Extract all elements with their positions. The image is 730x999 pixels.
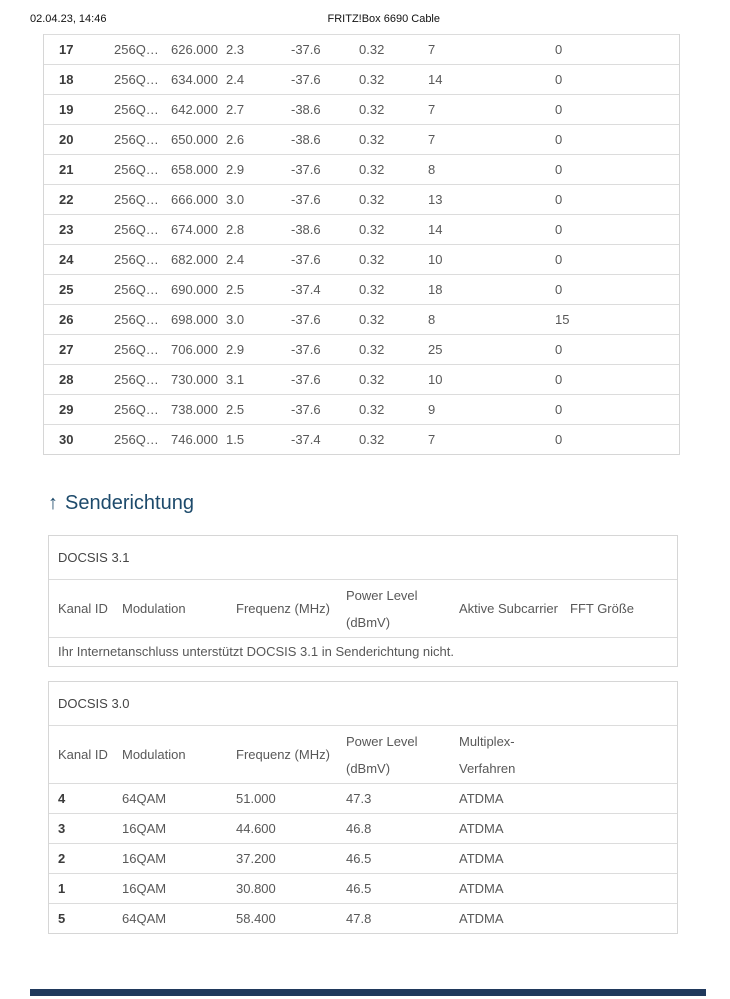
frequency-cell: 37.200 xyxy=(236,851,276,866)
column-header-frequenz: Frequenz (MHz) xyxy=(236,601,330,616)
uncorrectable-errors-cell: 0 xyxy=(555,402,563,417)
latency-cell: 0.32 xyxy=(359,252,385,267)
uncorrectable-errors-cell: 0 xyxy=(555,432,563,447)
mse-cell: -37.6 xyxy=(291,192,321,207)
correctable-errors-cell: 18 xyxy=(428,282,443,297)
mse-cell: -38.6 xyxy=(291,222,321,237)
channel-id-cell: 19 xyxy=(59,102,74,117)
frequency-cell: 738.000 xyxy=(171,402,218,417)
channel-id-cell: 20 xyxy=(59,132,74,147)
upstream-table-row xyxy=(49,813,677,843)
channel-id-cell: 3 xyxy=(58,821,66,836)
latency-cell: 0.32 xyxy=(359,312,385,327)
downstream-table-row xyxy=(44,394,679,424)
latency-cell: 0.32 xyxy=(359,42,385,57)
modulation-cell: 256Q… xyxy=(114,432,159,447)
frequency-cell: 698.000 xyxy=(171,312,218,327)
channel-id-cell: 27 xyxy=(59,342,74,357)
modulation-cell: 16QAM xyxy=(122,881,167,896)
channel-id-cell: 26 xyxy=(59,312,74,327)
correctable-errors-cell: 13 xyxy=(428,192,443,207)
power-level-cell: 2.3 xyxy=(226,42,245,57)
column-header-modulation: Modulation xyxy=(122,747,186,762)
multiplex-cell: ATDMA xyxy=(459,821,504,836)
modulation-cell: 256Q… xyxy=(114,282,159,297)
docsis30-header-row xyxy=(49,726,677,783)
multiplex-cell: ATDMA xyxy=(459,881,504,896)
uncorrectable-errors-cell: 0 xyxy=(555,72,563,87)
latency-cell: 0.32 xyxy=(359,342,385,357)
power-level-cell: 2.5 xyxy=(226,402,245,417)
downstream-table-row xyxy=(44,334,679,364)
uncorrectable-errors-cell: 0 xyxy=(555,42,563,57)
modulation-cell: 256Q… xyxy=(114,42,159,57)
downstream-channels-table xyxy=(43,34,680,455)
column-header-kanal-id: Kanal ID xyxy=(58,747,108,762)
column-header-aktive-subcarrier: Aktive Subcarrier xyxy=(459,601,558,616)
latency-cell: 0.32 xyxy=(359,222,385,237)
downstream-table-row xyxy=(44,34,679,64)
mse-cell: -37.6 xyxy=(291,252,321,267)
mse-cell: -38.6 xyxy=(291,132,321,147)
upstream-table-row xyxy=(49,873,677,903)
correctable-errors-cell: 25 xyxy=(428,342,443,357)
frequency-cell: 690.000 xyxy=(171,282,218,297)
latency-cell: 0.32 xyxy=(359,282,385,297)
correctable-errors-cell: 10 xyxy=(428,372,443,387)
power-level-cell: 2.7 xyxy=(226,102,245,117)
correctable-errors-cell: 14 xyxy=(428,72,443,87)
docsis31-header-row xyxy=(49,580,677,637)
modulation-cell: 256Q… xyxy=(114,222,159,237)
upstream-table-row xyxy=(49,843,677,873)
downstream-table-row xyxy=(44,124,679,154)
channel-id-cell: 23 xyxy=(59,222,74,237)
mse-cell: -37.4 xyxy=(291,282,321,297)
correctable-errors-cell: 7 xyxy=(428,102,436,117)
downstream-table-row xyxy=(44,244,679,274)
downstream-table-row xyxy=(44,214,679,244)
latency-cell: 0.32 xyxy=(359,402,385,417)
multiplex-cell: ATDMA xyxy=(459,791,504,806)
mse-cell: -37.6 xyxy=(291,42,321,57)
channel-id-cell: 30 xyxy=(59,432,74,447)
power-level-cell: 2.9 xyxy=(226,342,245,357)
downstream-table-row xyxy=(44,364,679,394)
print-page-title: FRITZ!Box 6690 Cable xyxy=(327,13,440,25)
frequency-cell: 666.000 xyxy=(171,192,218,207)
print-header xyxy=(30,13,706,27)
frequency-cell: 30.800 xyxy=(236,881,276,896)
channel-id-cell: 4 xyxy=(58,791,66,806)
up-arrow-icon: ↑ xyxy=(48,492,58,514)
column-header-frequenz: Frequenz (MHz) xyxy=(236,747,330,762)
uncorrectable-errors-cell: 0 xyxy=(555,372,563,387)
uncorrectable-errors-cell: 0 xyxy=(555,132,563,147)
power-level-cell: 2.8 xyxy=(226,222,245,237)
downstream-table-row xyxy=(44,304,679,334)
uncorrectable-errors-cell: 0 xyxy=(555,342,563,357)
multiplex-cell: ATDMA xyxy=(459,911,504,926)
channel-id-cell: 24 xyxy=(59,252,74,267)
downstream-table-row xyxy=(44,64,679,94)
frequency-cell: 674.000 xyxy=(171,222,218,237)
uncorrectable-errors-cell: 0 xyxy=(555,102,563,117)
frequency-cell: 730.000 xyxy=(171,372,218,387)
latency-cell: 0.32 xyxy=(359,432,385,447)
page-footer-bar xyxy=(30,989,706,996)
upstream-table-row xyxy=(49,783,677,813)
frequency-cell: 706.000 xyxy=(171,342,218,357)
print-datetime: 02.04.23, 14:46 xyxy=(30,13,107,25)
docsis31-table-title: DOCSIS 3.1 xyxy=(49,536,677,580)
mse-cell: -37.6 xyxy=(291,162,321,177)
modulation-cell: 64QAM xyxy=(122,791,167,806)
power-level-cell: 46.5 xyxy=(346,851,372,866)
correctable-errors-cell: 14 xyxy=(428,222,443,237)
docsis31-upstream-table xyxy=(48,535,678,667)
power-level-cell: 3.0 xyxy=(226,192,245,207)
channel-id-cell: 29 xyxy=(59,402,74,417)
channel-id-cell: 2 xyxy=(58,851,66,866)
power-level-cell: 2.4 xyxy=(226,252,245,267)
docsis30-rows xyxy=(49,783,677,933)
modulation-cell: 16QAM xyxy=(122,851,167,866)
frequency-cell: 626.000 xyxy=(171,42,218,57)
power-level-cell: 47.3 xyxy=(346,791,372,806)
column-header-power-level: Power Level (dBmV) xyxy=(346,733,418,776)
power-level-cell: 2.6 xyxy=(226,132,245,147)
channel-id-cell: 5 xyxy=(58,911,66,926)
uncorrectable-errors-cell: 0 xyxy=(555,282,563,297)
uncorrectable-errors-cell: 0 xyxy=(555,222,563,237)
mse-cell: -37.6 xyxy=(291,342,321,357)
frequency-cell: 58.400 xyxy=(236,911,276,926)
power-level-cell: 1.5 xyxy=(226,432,245,447)
channel-id-cell: 1 xyxy=(58,881,66,896)
channel-id-cell: 25 xyxy=(59,282,74,297)
mse-cell: -37.6 xyxy=(291,312,321,327)
mse-cell: -37.6 xyxy=(291,402,321,417)
downstream-table-row xyxy=(44,94,679,124)
power-level-cell: 2.5 xyxy=(226,282,245,297)
power-level-cell: 2.9 xyxy=(226,162,245,177)
modulation-cell: 256Q… xyxy=(114,402,159,417)
latency-cell: 0.32 xyxy=(359,372,385,387)
frequency-cell: 642.000 xyxy=(171,102,218,117)
power-level-cell: 46.5 xyxy=(346,881,372,896)
frequency-cell: 44.600 xyxy=(236,821,276,836)
uncorrectable-errors-cell: 0 xyxy=(555,162,563,177)
mse-cell: -37.4 xyxy=(291,432,321,447)
upstream-section-heading xyxy=(48,491,194,515)
channel-id-cell: 22 xyxy=(59,192,74,207)
mse-cell: -37.6 xyxy=(291,72,321,87)
mse-cell: -38.6 xyxy=(291,102,321,117)
correctable-errors-cell: 7 xyxy=(428,432,436,447)
power-level-cell: 3.1 xyxy=(226,372,245,387)
correctable-errors-cell: 8 xyxy=(428,312,436,327)
correctable-errors-cell: 7 xyxy=(428,42,436,57)
channel-id-cell: 18 xyxy=(59,72,74,87)
mse-cell: -37.6 xyxy=(291,372,321,387)
column-header-multiplex-verfahren: Multiplex- Verfahren xyxy=(459,733,516,776)
docsis30-table-title: DOCSIS 3.0 xyxy=(49,682,677,726)
power-level-cell: 46.8 xyxy=(346,821,372,836)
column-header-kanal-id: Kanal ID xyxy=(58,601,108,616)
upstream-table-row xyxy=(49,903,677,933)
uncorrectable-errors-cell: 0 xyxy=(555,192,563,207)
column-header-fft-groesse: FFT Größe xyxy=(570,601,635,616)
correctable-errors-cell: 10 xyxy=(428,252,443,267)
column-header-power-level: Power Level (dBmV) xyxy=(346,587,418,630)
frequency-cell: 682.000 xyxy=(171,252,218,267)
modulation-cell: 64QAM xyxy=(122,911,167,926)
power-level-cell: 2.4 xyxy=(226,72,245,87)
frequency-cell: 634.000 xyxy=(171,72,218,87)
multiplex-cell: ATDMA xyxy=(459,851,504,866)
power-level-cell: 47.8 xyxy=(346,911,372,926)
latency-cell: 0.32 xyxy=(359,72,385,87)
uncorrectable-errors-cell: 0 xyxy=(555,252,563,267)
section-heading-label: Senderichtung xyxy=(65,492,194,514)
frequency-cell: 746.000 xyxy=(171,432,218,447)
power-level-cell: 3.0 xyxy=(226,312,245,327)
downstream-table-row xyxy=(44,424,679,454)
downstream-table-row xyxy=(44,184,679,214)
docsis31-not-supported-message: Ihr Internetanschluss unterstützt DOCSIS 3.1 in Senderichtung nicht. xyxy=(49,637,677,666)
modulation-cell: 256Q… xyxy=(114,192,159,207)
latency-cell: 0.32 xyxy=(359,102,385,117)
correctable-errors-cell: 8 xyxy=(428,162,436,177)
downstream-table-row xyxy=(44,154,679,184)
correctable-errors-cell: 7 xyxy=(428,132,436,147)
channel-id-cell: 28 xyxy=(59,372,74,387)
modulation-cell: 16QAM xyxy=(122,821,167,836)
correctable-errors-cell: 9 xyxy=(428,402,436,417)
docsis30-upstream-table xyxy=(48,681,678,934)
downstream-table-row xyxy=(44,274,679,304)
latency-cell: 0.32 xyxy=(359,192,385,207)
frequency-cell: 650.000 xyxy=(171,132,218,147)
column-header-modulation: Modulation xyxy=(122,601,186,616)
channel-id-cell: 17 xyxy=(59,42,74,57)
modulation-cell: 256Q… xyxy=(114,72,159,87)
modulation-cell: 256Q… xyxy=(114,312,159,327)
modulation-cell: 256Q… xyxy=(114,162,159,177)
frequency-cell: 51.000 xyxy=(236,791,276,806)
modulation-cell: 256Q… xyxy=(114,372,159,387)
frequency-cell: 658.000 xyxy=(171,162,218,177)
modulation-cell: 256Q… xyxy=(114,132,159,147)
uncorrectable-errors-cell: 15 xyxy=(555,312,570,327)
latency-cell: 0.32 xyxy=(359,132,385,147)
modulation-cell: 256Q… xyxy=(114,342,159,357)
channel-id-cell: 21 xyxy=(59,162,74,177)
modulation-cell: 256Q… xyxy=(114,252,159,267)
latency-cell: 0.32 xyxy=(359,162,385,177)
modulation-cell: 256Q… xyxy=(114,102,159,117)
